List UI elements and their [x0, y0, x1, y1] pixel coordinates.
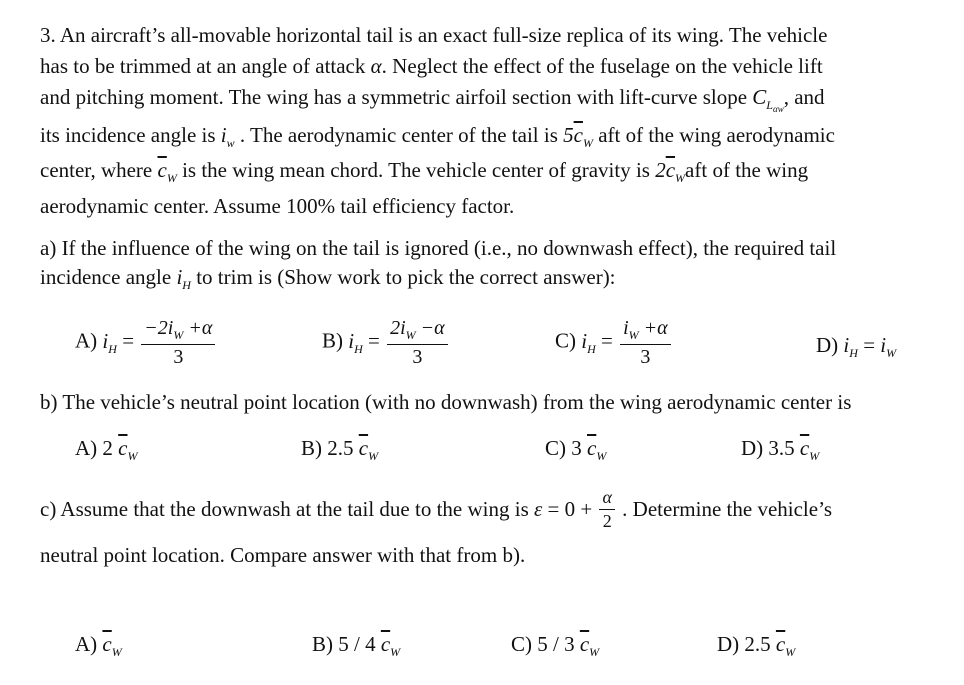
- tail-distance: $5\overline{c}_W$: [563, 123, 593, 150]
- iw-symbol: $i_w$: [220, 123, 235, 150]
- part-c-text: . Determine the vehicle’s: [622, 496, 833, 521]
- problem-text: aft of the wing aerodynamic: [598, 123, 835, 147]
- problem-text: and pitching moment. The wing has a symmetric airfoil section with lift-curve slope: [40, 85, 748, 109]
- problem-line-1: [40, 25, 827, 46]
- problem-text: . The aerodynamic center of the tail is: [239, 123, 558, 147]
- part-c-text: c) Assume that the downwash at the tail due to the wing is: [40, 496, 529, 521]
- lift-slope-symbol: $C_{L_{\alpha w}}$: [752, 85, 784, 114]
- part-c-option-d[interactable]: D) 2.5 $\overline{c}_W$: [717, 632, 796, 659]
- problem-text: aft of the wing: [685, 158, 809, 182]
- problem-text: has to be trimmed at an angle of attack: [40, 54, 366, 78]
- problem-text: . Neglect the effect of the fuselage on the vehicle lift: [381, 54, 823, 78]
- problem-line-5: [40, 160, 808, 184]
- problem-line-6: [40, 196, 514, 217]
- part-b-option-c[interactable]: C) 3 $\overline{c}_W$: [545, 436, 607, 463]
- part-c-text: neutral point location. Compare answer with that from b).: [40, 543, 526, 567]
- part-b-line: [40, 392, 851, 413]
- part-a-option-a[interactable]: A) $i_H$ = $\frac{-2i_W +\alpha}{3}$: [75, 318, 217, 368]
- problem-text: its incidence angle is: [40, 123, 216, 147]
- problem-line-3: [40, 87, 825, 114]
- part-c-option-a[interactable]: A) $\overline{c}_W$: [75, 632, 122, 659]
- part-a-text: incidence angle: [40, 265, 172, 289]
- epsilon-symbol: ε: [534, 496, 543, 521]
- part-b-option-a[interactable]: A) 2 $\overline{c}_W$: [75, 436, 138, 463]
- part-a-option-b[interactable]: B) $i_H$ = $\frac{2i_W -\alpha}{3}$: [322, 318, 450, 368]
- part-a-line-2: [40, 267, 616, 291]
- problem-text: center, where: [40, 158, 153, 182]
- part-c-line-1: c) Assume that the downwash at the tail due to the wing is ε = 0 + $\frac{\alpha}{2}$ . Determine the vehicle’s: [40, 487, 833, 531]
- part-b-option-b[interactable]: B) 2.5 $\overline{c}_W$: [301, 436, 379, 463]
- part-b-option-d[interactable]: D) 3.5 $\overline{c}_W$: [741, 436, 820, 463]
- part-a-text: to trim is (Show work to pick the correct answer):: [196, 265, 616, 289]
- problem-text: is the wing mean chord. The vehicle center of gravity is: [182, 158, 650, 182]
- chord-symbol: $\overline{c}_W$: [157, 158, 177, 185]
- problem-text: An aircraft’s all-movable horizontal tail is an exact full-size replica of its wing. The vehicle: [59, 23, 828, 47]
- problem-text: , and: [783, 85, 825, 109]
- fraction: $\frac{2i_W -\alpha}{3}$: [387, 318, 448, 368]
- part-a-text: a) If the influence of the wing on the tail is ignored (i.e., no downwash effect), the required tail: [40, 236, 837, 260]
- problem-text: aerodynamic center. Assume 100% tail efficiency factor.: [40, 194, 515, 218]
- part-a-option-d[interactable]: D) $i_H = i_W$: [816, 333, 897, 360]
- problem-number: 3.: [40, 23, 56, 47]
- problem-line-4: [40, 125, 835, 149]
- downwash-fraction: $\frac{\alpha}{2}$: [599, 488, 614, 531]
- ih-symbol: $i_H$: [176, 265, 191, 292]
- problem-line-2: [40, 56, 823, 77]
- fraction: $\frac{i_W +\alpha}{3}$: [620, 318, 671, 368]
- part-c-option-b[interactable]: B) 5 / 4 $\overline{c}_W$: [312, 632, 401, 659]
- cg-distance: $2\overline{c}_W$: [655, 158, 686, 185]
- part-c-option-c[interactable]: C) 5 / 3 $\overline{c}_W$: [511, 632, 600, 659]
- part-a-line-1: [40, 238, 836, 259]
- part-b-text: b) The vehicle’s neutral point location (with no downwash) from the wing aerodynamic center is: [40, 390, 852, 414]
- alpha-symbol: α: [370, 54, 382, 78]
- part-c-line-2: [40, 545, 525, 566]
- part-a-option-c[interactable]: C) $i_H$ = $\frac{i_W +\alpha}{3}$: [555, 318, 673, 368]
- fraction: $\frac{-2i_W +\alpha}{3}$: [141, 318, 215, 368]
